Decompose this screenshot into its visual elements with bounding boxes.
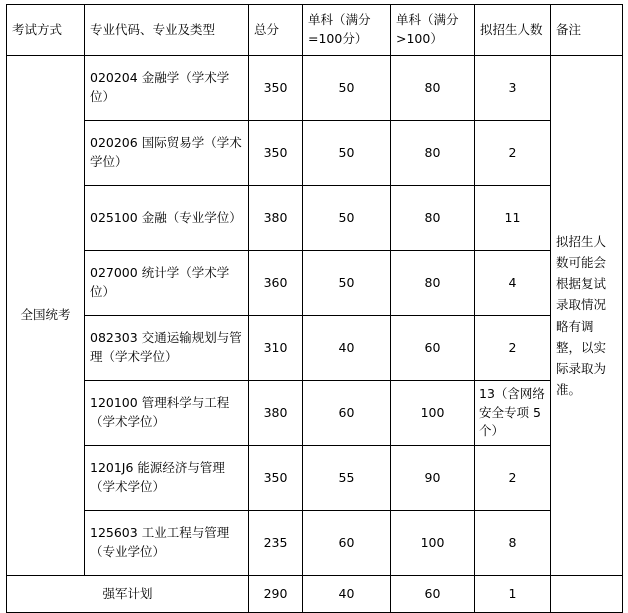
plan-cell: 3 [475,56,551,121]
sub100-cell: 40 [303,316,391,381]
exam-mode-cell: 全国统考 [7,56,85,576]
sub100plus-cell: 80 [391,186,475,251]
table-row [7,316,623,381]
sub100-cell: 50 [303,121,391,186]
major-cell: 025100 金融（专业学位） [85,186,249,251]
sub100plus-cell: 90 [391,446,475,511]
header-major: 专业代码、专业及类型 [85,5,249,56]
total-score-cell: 360 [249,251,303,316]
header-single-subject-over-100: 单科（满分>100） [391,5,475,56]
sub100plus-cell: 80 [391,121,475,186]
total-score-cell: 350 [249,121,303,186]
header-remark: 备注 [551,5,623,56]
major-cell: 125603 工业工程与管理（专业学位） [85,511,249,576]
sub100-cell: 55 [303,446,391,511]
plan-cell: 2 [475,446,551,511]
sub100-cell: 50 [303,56,391,121]
sub100-cell: 60 [303,381,391,446]
plan-cell: 2 [475,316,551,381]
total-score-cell: 380 [249,381,303,446]
sub100-cell: 60 [303,511,391,576]
major-cell: 1201J6 能源经济与管理（学术学位） [85,446,249,511]
sub100plus-cell: 60 [391,316,475,381]
major-cell: 020206 国际贸易学（学术学位） [85,121,249,186]
table-row [7,121,623,186]
header-planned-enrollment: 拟招生人数 [475,5,551,56]
total-score-cell: 310 [249,316,303,381]
total-score-cell: 380 [249,186,303,251]
sub100plus-cell: 80 [391,56,475,121]
major-cell: 020204 金融学（学术学位） [85,56,249,121]
sub100plus-cell: 60 [391,576,475,613]
plan-cell: 8 [475,511,551,576]
table-row [7,511,623,576]
total-score-cell: 290 [249,576,303,613]
special-program-label: 强军计划 [7,576,249,613]
header-row [7,5,623,56]
remark-cell-empty [551,576,623,613]
plan-cell: 13（含网络安全专项 5 个） [475,381,551,446]
sub100-cell: 40 [303,576,391,613]
plan-cell: 2 [475,121,551,186]
table-body [7,56,623,613]
table-row [7,251,623,316]
plan-cell: 4 [475,251,551,316]
major-cell: 120100 管理科学与工程（学术学位） [85,381,249,446]
table-row [7,446,623,511]
header-single-subject-100: 单科（满分=100分） [303,5,391,56]
table-row [7,381,623,446]
major-cell: 027000 统计学（学术学位） [85,251,249,316]
plan-cell: 1 [475,576,551,613]
table-row [7,56,623,121]
table-row-special-program [7,576,623,613]
header-exam-mode: 考试方式 [7,5,85,56]
header-total-score: 总分 [249,5,303,56]
plan-cell: 11 [475,186,551,251]
sub100plus-cell: 80 [391,251,475,316]
total-score-cell: 350 [249,56,303,121]
table-row [7,186,623,251]
remark-cell: 拟招生人数可能会根据复试录取情况略有调整，以实际录取为准。 [551,56,623,576]
sub100-cell: 50 [303,251,391,316]
total-score-cell: 235 [249,511,303,576]
sub100plus-cell: 100 [391,511,475,576]
admission-score-table [6,4,623,613]
total-score-cell: 350 [249,446,303,511]
sub100plus-cell: 100 [391,381,475,446]
table-header [7,5,623,56]
sub100-cell: 50 [303,186,391,251]
major-cell: 082303 交通运输规划与管理（学术学位） [85,316,249,381]
